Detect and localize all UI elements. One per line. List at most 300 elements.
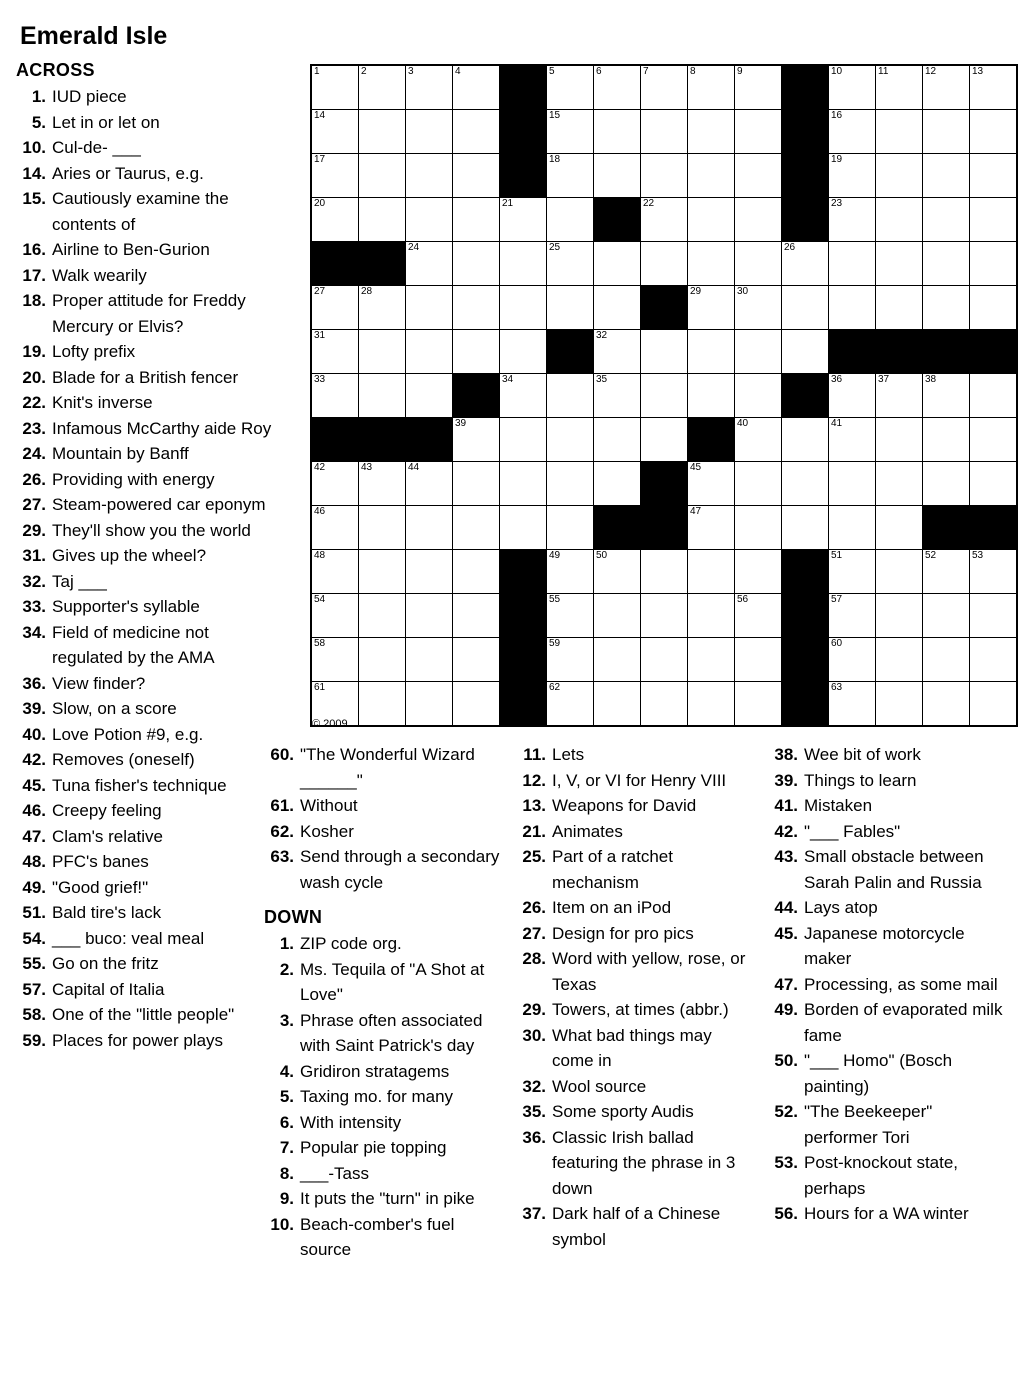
grid-cell[interactable] bbox=[547, 506, 594, 550]
clue-number: 32. bbox=[522, 1076, 546, 1096]
grid-cell[interactable] bbox=[453, 418, 500, 462]
grid-cell[interactable] bbox=[500, 286, 547, 330]
grid-cell[interactable] bbox=[453, 638, 500, 682]
across-clue-list-1 bbox=[16, 84, 276, 1053]
grid-cell[interactable] bbox=[547, 154, 594, 198]
clue-text: Weapons for David bbox=[552, 796, 697, 815]
grid-cell[interactable] bbox=[829, 154, 876, 198]
clue-text: One of the "little people" bbox=[52, 1005, 235, 1024]
clue-item bbox=[16, 492, 276, 518]
grid-cell[interactable] bbox=[359, 550, 406, 594]
grid-cell[interactable] bbox=[547, 374, 594, 418]
grid-cell[interactable] bbox=[311, 330, 359, 374]
grid-block-cell bbox=[782, 154, 829, 198]
grid-cell[interactable] bbox=[547, 65, 594, 110]
clue-number: 45. bbox=[22, 775, 46, 795]
clue-number: 36. bbox=[522, 1127, 546, 1147]
grid-cell[interactable] bbox=[453, 198, 500, 242]
clue-number: 14. bbox=[22, 163, 46, 183]
grid-cell[interactable] bbox=[359, 198, 406, 242]
grid-cell[interactable] bbox=[641, 154, 688, 198]
grid-cell-number: 40 bbox=[737, 418, 749, 429]
clue-number: 43. bbox=[774, 847, 798, 866]
grid-cell[interactable] bbox=[688, 286, 735, 330]
grid-cell[interactable] bbox=[594, 65, 641, 110]
grid-cell[interactable] bbox=[970, 594, 1018, 638]
grid-cell[interactable] bbox=[641, 638, 688, 682]
grid-cell[interactable] bbox=[311, 550, 359, 594]
grid-cell[interactable] bbox=[923, 638, 970, 682]
grid-cell[interactable] bbox=[923, 550, 970, 594]
grid-cell[interactable] bbox=[359, 638, 406, 682]
clue-text: Gives up the wheel? bbox=[52, 546, 207, 565]
grid-cell[interactable] bbox=[641, 682, 688, 727]
clue-number: 36. bbox=[22, 673, 46, 693]
grid-cell[interactable] bbox=[829, 65, 876, 110]
grid-cell[interactable] bbox=[688, 594, 735, 638]
clue-item bbox=[264, 742, 500, 793]
grid-cell[interactable] bbox=[641, 65, 688, 110]
grid-block-cell bbox=[782, 198, 829, 242]
grid-cell[interactable] bbox=[688, 330, 735, 374]
clue-number: 17. bbox=[22, 265, 46, 285]
clue-text: Bald tire's lack bbox=[52, 903, 162, 922]
grid-cell[interactable] bbox=[359, 65, 406, 110]
clue-number: 16. bbox=[22, 240, 46, 259]
grid-cell[interactable] bbox=[735, 286, 782, 330]
grid-cell[interactable] bbox=[876, 374, 923, 418]
grid-block-cell bbox=[641, 462, 688, 506]
grid-cell[interactable] bbox=[970, 550, 1018, 594]
grid-cell[interactable] bbox=[829, 242, 876, 286]
grid-cell[interactable] bbox=[923, 65, 970, 110]
clue-text: Supporter's syllable bbox=[52, 597, 200, 616]
clue-text: Word with yellow, rose, or Texas bbox=[552, 949, 746, 994]
grid-cell-number: 60 bbox=[831, 638, 843, 649]
clue-text: Love Potion #9, e.g. bbox=[52, 724, 204, 744]
grid-cell[interactable] bbox=[453, 330, 500, 374]
clue-item bbox=[16, 84, 276, 110]
clue-number: 52. bbox=[774, 1102, 798, 1121]
grid-cell[interactable] bbox=[641, 330, 688, 374]
grid-cell[interactable] bbox=[688, 506, 735, 550]
grid-row bbox=[311, 198, 1017, 242]
clue-item bbox=[516, 895, 752, 921]
clue-item bbox=[16, 543, 276, 569]
grid-cell[interactable] bbox=[311, 638, 359, 682]
grid-cell[interactable] bbox=[547, 594, 594, 638]
clue-item bbox=[516, 921, 752, 947]
grid-cell[interactable] bbox=[453, 242, 500, 286]
grid-block-cell bbox=[688, 418, 735, 462]
grid-cell[interactable] bbox=[359, 374, 406, 418]
grid-cell[interactable] bbox=[500, 506, 547, 550]
grid-cell[interactable] bbox=[311, 65, 359, 110]
grid-cell[interactable] bbox=[688, 638, 735, 682]
grid-cell[interactable] bbox=[359, 330, 406, 374]
clue-item bbox=[768, 742, 1004, 768]
grid-cell[interactable] bbox=[688, 374, 735, 418]
grid-cell[interactable] bbox=[359, 462, 406, 506]
grid-cell[interactable] bbox=[829, 198, 876, 242]
grid-cell[interactable] bbox=[641, 418, 688, 462]
grid-cell[interactable] bbox=[923, 110, 970, 154]
grid-cell[interactable] bbox=[782, 418, 829, 462]
grid-cell[interactable] bbox=[453, 65, 500, 110]
grid-cell[interactable] bbox=[970, 462, 1018, 506]
grid-cell[interactable] bbox=[453, 462, 500, 506]
grid-cell[interactable] bbox=[311, 506, 359, 550]
grid-cell[interactable] bbox=[547, 638, 594, 682]
grid-block-cell bbox=[311, 242, 359, 286]
grid-cell[interactable] bbox=[970, 110, 1018, 154]
clue-text: Blade for a British fencer bbox=[52, 367, 239, 387]
grid-cell[interactable] bbox=[311, 594, 359, 638]
grid-cell[interactable] bbox=[311, 374, 359, 418]
grid-cell[interactable] bbox=[735, 374, 782, 418]
grid-cell[interactable] bbox=[688, 154, 735, 198]
grid-cell[interactable] bbox=[829, 506, 876, 550]
grid-cell[interactable] bbox=[829, 594, 876, 638]
grid-cell[interactable] bbox=[594, 374, 641, 418]
grid-cell[interactable] bbox=[688, 65, 735, 110]
clue-text: Design for pro pics bbox=[552, 923, 694, 943]
clue-item bbox=[16, 161, 276, 187]
grid-cell[interactable] bbox=[311, 286, 359, 330]
clue-number: 31. bbox=[22, 546, 46, 565]
grid-cell[interactable] bbox=[594, 594, 641, 638]
grid-cell[interactable] bbox=[688, 198, 735, 242]
grid-cell[interactable] bbox=[406, 550, 453, 594]
grid-cell[interactable] bbox=[453, 682, 500, 727]
grid-cell[interactable] bbox=[594, 286, 641, 330]
grid-block-cell bbox=[547, 330, 594, 374]
clue-column-4 bbox=[768, 742, 1004, 1263]
grid-cell[interactable] bbox=[970, 418, 1018, 462]
grid-cell-number: 24 bbox=[408, 242, 420, 253]
grid-cell-number: 9 bbox=[737, 66, 743, 77]
grid-cell[interactable] bbox=[547, 682, 594, 727]
grid-cell[interactable] bbox=[876, 418, 923, 462]
grid-cell[interactable] bbox=[500, 374, 547, 418]
grid-cell[interactable] bbox=[547, 550, 594, 594]
clue-item bbox=[516, 1074, 752, 1100]
grid-cell[interactable] bbox=[594, 330, 641, 374]
clue-text: Beach-comber's fuel source bbox=[300, 1214, 455, 1259]
grid-cell[interactable] bbox=[594, 242, 641, 286]
clue-text: Mistaken bbox=[804, 796, 873, 815]
clue-item bbox=[516, 1023, 752, 1074]
grid-cell[interactable] bbox=[923, 374, 970, 418]
clue-text: Item on an iPod bbox=[552, 898, 672, 917]
grid-cell[interactable] bbox=[735, 154, 782, 198]
clue-text: Towers, at times (abbr.) bbox=[552, 1000, 729, 1019]
grid-cell[interactable] bbox=[641, 110, 688, 154]
grid-cell[interactable] bbox=[923, 242, 970, 286]
grid-cell[interactable] bbox=[782, 506, 829, 550]
grid-cell[interactable] bbox=[688, 462, 735, 506]
grid-cell[interactable] bbox=[641, 198, 688, 242]
clue-text: Slow, on a score bbox=[52, 699, 177, 718]
clue-number: 34. bbox=[22, 622, 46, 642]
grid-cell[interactable] bbox=[970, 242, 1018, 286]
grid-cell-number: 21 bbox=[502, 198, 514, 209]
grid-cell[interactable] bbox=[923, 286, 970, 330]
grid-cell-number: 59 bbox=[549, 638, 561, 649]
grid-cell[interactable] bbox=[829, 462, 876, 506]
grid-cell[interactable] bbox=[359, 682, 406, 727]
grid-cell[interactable] bbox=[735, 330, 782, 374]
grid-cell[interactable] bbox=[594, 550, 641, 594]
grid-cell[interactable] bbox=[829, 638, 876, 682]
grid-cell[interactable] bbox=[453, 506, 500, 550]
grid-block-cell bbox=[359, 418, 406, 462]
grid-cell[interactable] bbox=[876, 286, 923, 330]
clue-item bbox=[16, 1002, 276, 1028]
grid-cell-number: 12 bbox=[925, 66, 937, 77]
grid-cell[interactable] bbox=[876, 638, 923, 682]
grid-row bbox=[311, 550, 1017, 594]
grid-block-cell bbox=[782, 550, 829, 594]
grid-cell[interactable] bbox=[594, 638, 641, 682]
clue-text: Walk wearily bbox=[52, 265, 147, 285]
page-title: Emerald Isle bbox=[20, 22, 168, 50]
grid-cell[interactable] bbox=[406, 330, 453, 374]
clue-item bbox=[16, 339, 276, 365]
grid-cell[interactable] bbox=[876, 110, 923, 154]
clue-text: "The Wonderful Wizard ______" bbox=[300, 745, 475, 790]
clue-item bbox=[16, 696, 276, 722]
grid-cell[interactable] bbox=[453, 286, 500, 330]
grid-cell[interactable] bbox=[406, 506, 453, 550]
grid-cell[interactable] bbox=[311, 110, 359, 154]
grid-cell[interactable] bbox=[876, 682, 923, 727]
grid-cell[interactable] bbox=[970, 154, 1018, 198]
grid-cell[interactable] bbox=[782, 330, 829, 374]
grid-cell[interactable] bbox=[406, 198, 453, 242]
grid-cell[interactable] bbox=[594, 110, 641, 154]
grid-cell[interactable] bbox=[453, 550, 500, 594]
grid-cell[interactable] bbox=[735, 594, 782, 638]
grid-cell[interactable] bbox=[359, 286, 406, 330]
grid-cell[interactable] bbox=[970, 198, 1018, 242]
grid-cell[interactable] bbox=[547, 286, 594, 330]
grid-cell[interactable] bbox=[735, 638, 782, 682]
clue-number: 5. bbox=[279, 1087, 294, 1106]
clue-text: Capital of Italia bbox=[52, 979, 165, 999]
grid-cell-number: 51 bbox=[831, 550, 843, 561]
grid-cell[interactable] bbox=[829, 418, 876, 462]
grid-cell[interactable] bbox=[782, 462, 829, 506]
grid-cell[interactable] bbox=[829, 374, 876, 418]
grid-cell[interactable] bbox=[688, 682, 735, 727]
grid-cell[interactable] bbox=[923, 154, 970, 198]
grid-cell-number: 14 bbox=[314, 110, 326, 121]
grid-cell-number: 45 bbox=[690, 462, 702, 473]
grid-cell[interactable] bbox=[641, 594, 688, 638]
grid-cell[interactable] bbox=[735, 682, 782, 727]
grid-cell[interactable] bbox=[500, 330, 547, 374]
clue-number: 22. bbox=[22, 393, 46, 412]
grid-cell[interactable] bbox=[829, 110, 876, 154]
grid-cell[interactable] bbox=[876, 154, 923, 198]
grid-cell[interactable] bbox=[500, 242, 547, 286]
grid-cell[interactable] bbox=[453, 594, 500, 638]
grid-cell[interactable] bbox=[876, 198, 923, 242]
clue-text: Infamous McCarthy aide Roy bbox=[52, 418, 272, 438]
grid-cell[interactable] bbox=[970, 374, 1018, 418]
grid-cell[interactable] bbox=[406, 65, 453, 110]
grid-cell[interactable] bbox=[735, 506, 782, 550]
grid-cell-number: 11 bbox=[878, 66, 889, 77]
clue-text: They'll show you the world bbox=[52, 520, 251, 540]
grid-cell[interactable] bbox=[594, 462, 641, 506]
grid-cell[interactable] bbox=[735, 550, 782, 594]
grid-cell[interactable] bbox=[406, 286, 453, 330]
clue-text: Tuna fisher's technique bbox=[52, 775, 227, 795]
across-clues-column-1 bbox=[16, 60, 276, 1053]
grid-cell[interactable] bbox=[547, 198, 594, 242]
clue-item bbox=[768, 1150, 1004, 1201]
grid-cell[interactable] bbox=[547, 110, 594, 154]
clue-text: Go on the fritz bbox=[52, 954, 159, 973]
grid-cell[interactable] bbox=[453, 110, 500, 154]
grid-block-cell bbox=[970, 506, 1018, 550]
grid-cell[interactable] bbox=[406, 154, 453, 198]
grid-cell[interactable] bbox=[970, 682, 1018, 727]
grid-cell[interactable] bbox=[923, 594, 970, 638]
grid-cell[interactable] bbox=[735, 418, 782, 462]
grid-cell[interactable] bbox=[406, 638, 453, 682]
grid-cell[interactable] bbox=[641, 242, 688, 286]
grid-cell[interactable] bbox=[406, 594, 453, 638]
grid-cell[interactable] bbox=[359, 154, 406, 198]
grid-cell[interactable] bbox=[547, 242, 594, 286]
grid-cell[interactable] bbox=[923, 198, 970, 242]
grid-cell[interactable] bbox=[970, 65, 1018, 110]
grid-cell[interactable] bbox=[359, 110, 406, 154]
clue-item bbox=[16, 186, 276, 237]
clue-item bbox=[516, 1099, 752, 1125]
grid-cell[interactable] bbox=[359, 506, 406, 550]
grid-cell-number: 43 bbox=[361, 462, 373, 473]
clue-item bbox=[16, 110, 276, 136]
clue-text: "The Beekeeper" performer Tori bbox=[804, 1102, 933, 1147]
grid-cell[interactable] bbox=[547, 462, 594, 506]
grid-cell[interactable] bbox=[500, 418, 547, 462]
grid-cell[interactable] bbox=[735, 198, 782, 242]
grid-cell-number: 48 bbox=[314, 550, 326, 561]
clue-item bbox=[516, 793, 752, 819]
grid-cell[interactable] bbox=[311, 198, 359, 242]
grid-cell[interactable] bbox=[453, 154, 500, 198]
grid-cell-number: 55 bbox=[549, 594, 561, 605]
grid-cell-number: 41 bbox=[831, 418, 843, 429]
crossword-grid[interactable] bbox=[310, 64, 1018, 727]
grid-cell[interactable] bbox=[829, 286, 876, 330]
grid-cell[interactable] bbox=[406, 682, 453, 727]
grid-block-cell bbox=[500, 154, 547, 198]
grid-cell[interactable] bbox=[406, 462, 453, 506]
grid-cell[interactable] bbox=[311, 462, 359, 506]
clue-number: 53. bbox=[774, 1153, 798, 1172]
down-clue-list-1 bbox=[264, 931, 500, 1263]
grid-cell[interactable] bbox=[594, 418, 641, 462]
grid-cell[interactable] bbox=[829, 682, 876, 727]
grid-cell[interactable] bbox=[406, 374, 453, 418]
clue-number: 13. bbox=[522, 796, 546, 815]
grid-cell[interactable] bbox=[594, 682, 641, 727]
grid-cell[interactable] bbox=[641, 550, 688, 594]
grid-cell[interactable] bbox=[311, 154, 359, 198]
grid-cell[interactable] bbox=[735, 462, 782, 506]
clue-item bbox=[516, 819, 752, 845]
grid-cell[interactable] bbox=[688, 242, 735, 286]
clue-number: 57. bbox=[22, 979, 46, 999]
grid-cell[interactable] bbox=[970, 638, 1018, 682]
grid-cell[interactable] bbox=[923, 682, 970, 727]
grid-row bbox=[311, 374, 1017, 418]
clue-text: Lets bbox=[552, 745, 585, 764]
grid-cell[interactable] bbox=[735, 110, 782, 154]
clue-number: 58. bbox=[22, 1005, 46, 1024]
grid-cell[interactable] bbox=[829, 550, 876, 594]
clue-number: 35. bbox=[522, 1102, 546, 1121]
clue-item bbox=[768, 793, 1004, 819]
clue-text: Knit's inverse bbox=[52, 393, 153, 412]
grid-cell[interactable] bbox=[923, 418, 970, 462]
grid-cell[interactable] bbox=[876, 550, 923, 594]
grid-cell[interactable] bbox=[688, 110, 735, 154]
grid-cell[interactable] bbox=[970, 286, 1018, 330]
grid-cell[interactable] bbox=[735, 242, 782, 286]
grid-cell[interactable] bbox=[876, 506, 923, 550]
grid-cell[interactable] bbox=[406, 242, 453, 286]
grid-cell[interactable] bbox=[876, 65, 923, 110]
clue-item bbox=[16, 237, 276, 263]
clue-item bbox=[264, 1212, 500, 1263]
grid-cell[interactable] bbox=[923, 462, 970, 506]
clue-number: 11. bbox=[523, 745, 546, 764]
grid-cell-number: 27 bbox=[314, 286, 326, 297]
grid-table[interactable] bbox=[310, 64, 1018, 727]
grid-cell-number: 33 bbox=[314, 374, 326, 385]
grid-cell[interactable] bbox=[876, 242, 923, 286]
grid-block-cell bbox=[500, 594, 547, 638]
grid-cell[interactable] bbox=[782, 286, 829, 330]
grid-cell[interactable] bbox=[876, 594, 923, 638]
grid-cell[interactable] bbox=[547, 418, 594, 462]
grid-cell[interactable] bbox=[500, 198, 547, 242]
clue-item bbox=[516, 742, 752, 768]
clue-item bbox=[16, 569, 276, 595]
grid-cell[interactable] bbox=[688, 550, 735, 594]
grid-cell-number: 28 bbox=[361, 286, 373, 297]
clue-number: 28. bbox=[522, 949, 546, 968]
grid-cell-number: 25 bbox=[549, 242, 561, 253]
clue-number: 56. bbox=[774, 1204, 798, 1223]
grid-cell[interactable] bbox=[876, 462, 923, 506]
grid-cell[interactable] bbox=[500, 462, 547, 506]
clue-item bbox=[16, 467, 276, 493]
grid-cell[interactable] bbox=[735, 65, 782, 110]
grid-cell[interactable] bbox=[359, 594, 406, 638]
grid-cell[interactable] bbox=[594, 154, 641, 198]
grid-cell[interactable] bbox=[641, 374, 688, 418]
grid-cell[interactable] bbox=[406, 110, 453, 154]
grid-cell[interactable] bbox=[782, 242, 829, 286]
copyright-notice: © 2009 bbox=[312, 718, 348, 730]
